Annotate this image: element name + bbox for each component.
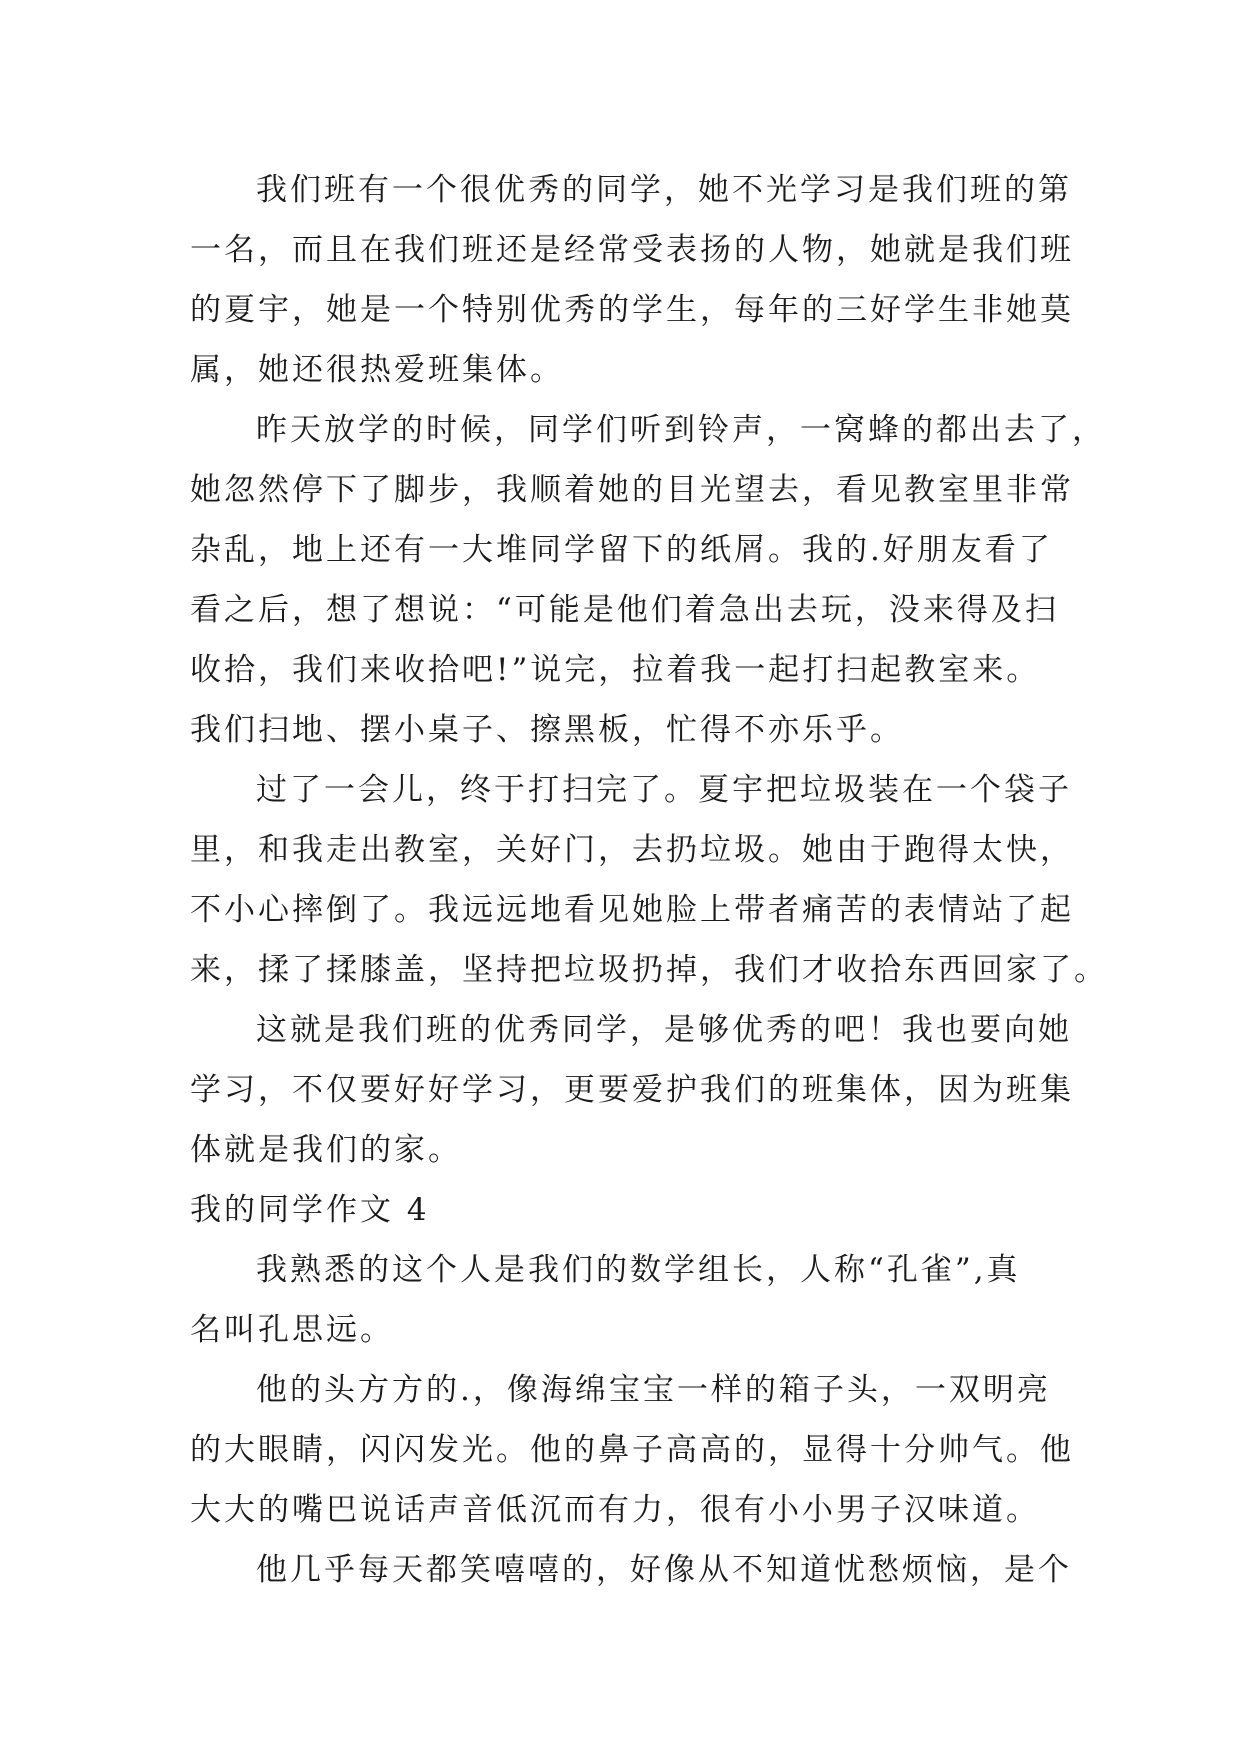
paragraph (190, 160, 1074, 400)
text-line: 里，和我走出教室，关好门，去扔垃圾。她由于跑得太快， (190, 832, 1074, 868)
text-line: 这就是我们班的优秀同学，是够优秀的吧！我也要向她 (256, 1012, 1072, 1048)
text-line: 不小心摔倒了。我远远地看见她脸上带者痛苦的表情站了起 (190, 892, 1074, 928)
paragraph (190, 760, 1108, 1000)
text-line: 大大的嘴巴说话声音低沉而有力，很有小小男子汉味道。 (190, 1492, 1040, 1528)
paragraph (190, 1240, 1050, 1360)
text-line: 来，揉了揉膝盖，坚持把垃圾扔掉，我们才收拾东西回家了。 (190, 952, 1108, 988)
text-line: 过了一会儿，终于打扫完了。夏宇把垃圾装在一个袋子 (256, 772, 1072, 808)
section-heading: 我的同学作文 4 (190, 1192, 430, 1228)
document-body (190, 160, 1108, 1600)
text-line: 我们扫地、摆小桌子、擦黑板，忙得不亦乐乎。 (190, 712, 904, 748)
text-line: 名叫孔思远。 (190, 1312, 394, 1348)
text-line: 昨天放学的时候，同学们听到铃声，一窝蜂的都出去了， (256, 412, 1106, 448)
text-line: 我们班有一个很优秀的同学，她不光学习是我们班的第 (256, 172, 1072, 208)
text-line: 学习，不仅要好好学习，更要爱护我们的班集体，因为班集 (190, 1072, 1074, 1108)
paragraph (190, 1540, 1072, 1600)
text-line: 属，她还很热爱班集体。 (190, 352, 564, 388)
text-line: 一名，而且在我们班还是经常受表扬的人物，她就是我们班 (190, 232, 1074, 268)
paragraph (190, 1000, 1074, 1180)
text-line: 我熟悉的这个人是我们的数学组长，人称“孔雀”,真 (256, 1252, 1021, 1288)
text-line: 他的头方方的.，像海绵宝宝一样的箱子头，一双明亮 (256, 1372, 1051, 1408)
text-line: 杂乱，地上还有一大堆同学留下的纸屑。我的.好朋友看了 (190, 532, 1053, 568)
text-line: 体就是我们的家。 (190, 1132, 462, 1168)
text-line: 他几乎每天都笑嘻嘻的，好像从不知道忧愁烦恼，是个 (256, 1552, 1072, 1588)
text-line: 看之后，想了想说：“可能是他们着急出去玩，没来得及扫 (190, 592, 1059, 628)
text-line: 她忽然停下了脚步，我顺着她的目光望去，看见教室里非常 (190, 472, 1074, 508)
text-line: 的夏宇，她是一个特别优秀的学生，每年的三好学生非她莫 (190, 292, 1074, 328)
paragraph (190, 400, 1106, 760)
paragraph (190, 1360, 1074, 1540)
text-line: 的大眼睛，闪闪发光。他的鼻子高高的，显得十分帅气。他 (190, 1432, 1074, 1468)
text-line: 收拾，我们来收拾吧!”说完，拉着我一起打扫起教室来。 (190, 652, 1041, 688)
